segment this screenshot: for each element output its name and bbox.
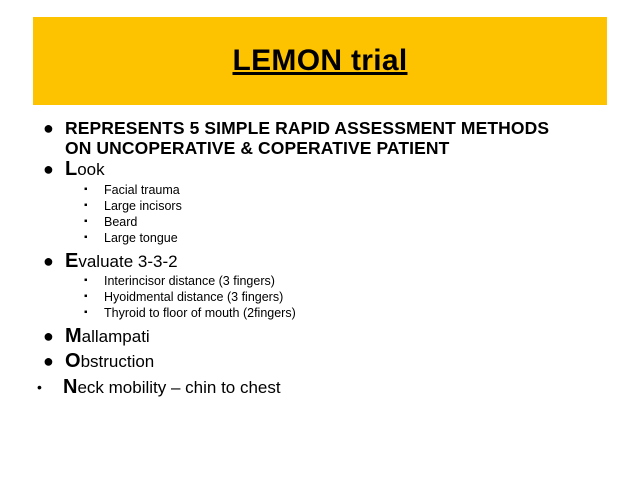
evaluate-label [65,251,178,272]
evaluate-item-text: Hyoidmental distance (3 fingers) [104,290,284,304]
look-initial: L [65,158,78,180]
look-item-text: Facial trauma [104,183,180,197]
look-item-text: Large tongue [104,231,178,245]
slide-title: LEMON trial [232,44,408,77]
bullet-icon: ● [43,251,54,271]
mallampati-label [65,326,150,347]
look-item [84,230,178,246]
header-line-1: REPRESENTS 5 SIMPLE RAPID ASSESSMENT METHODS [65,118,550,138]
sub-bullet-icon: ▪ [84,184,88,195]
mallampati-rest: allampati [81,327,150,346]
bullet-obstruction [43,351,154,372]
obstruction-initial: O [65,350,81,372]
look-item-text: Beard [104,215,138,229]
evaluate-initial: E [65,250,79,272]
header-bullet [43,118,549,158]
bullet-icon: ● [43,159,54,179]
look-item [84,198,182,214]
sub-bullet-icon: ▪ [84,275,88,286]
look-label [65,159,105,180]
bullet-look [43,159,105,180]
sub-bullet-icon: ▪ [84,216,88,227]
mallampati-initial: M [65,325,82,347]
evaluate-rest: valuate 3-3-2 [78,252,178,271]
evaluate-item [84,289,283,305]
evaluate-item-text: Thyroid to floor of mouth (2fingers) [104,306,296,320]
bullet-mallampati [43,326,150,347]
evaluate-item [84,273,275,289]
bullet-evaluate [43,251,178,272]
neck-initial: N [63,376,78,398]
evaluate-item [84,305,296,321]
sub-bullet-icon: ▪ [84,291,88,302]
bullet-icon: ● [43,118,54,138]
bullet-neck [37,377,281,398]
look-item [84,214,137,230]
look-item [84,182,180,198]
neck-label [63,377,281,398]
obstruction-rest: bstruction [80,352,155,371]
bullet-icon: ● [43,326,54,346]
look-item-text: Large incisors [104,199,182,213]
sub-bullet-icon: ▪ [84,200,88,211]
neck-rest: eck mobility – chin to chest [77,378,281,397]
bullet-icon: ● [43,351,54,371]
obstruction-label [65,351,154,372]
look-rest: ook [77,160,105,179]
bullet-icon: • [37,379,42,395]
header-line-2: ON UNCOPERATIVE & COPERATIVE PATIENT [65,138,450,158]
evaluate-item-text: Interincisor distance (3 fingers) [104,274,275,288]
sub-bullet-icon: ▪ [84,232,88,243]
sub-bullet-icon: ▪ [84,307,88,318]
